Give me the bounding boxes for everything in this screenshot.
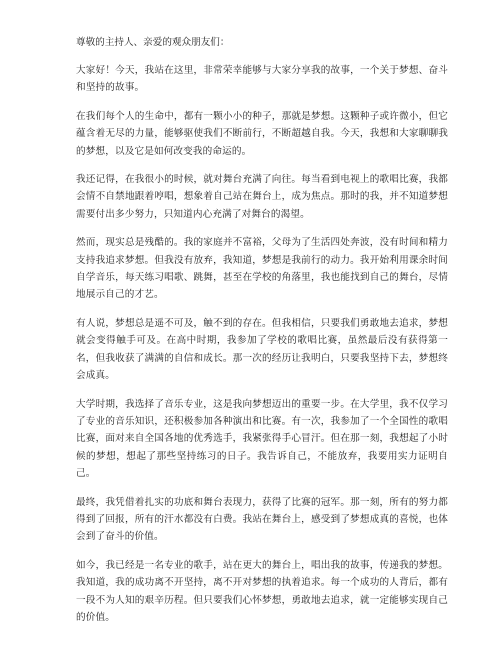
paragraph-2: 在我们每个人的生命中，都有一颗小小的种子，那就是梦想。这颗种子或许微小，但它蕴含着无尽的力量，能够驱使我们不断前行，不断超越自我。今天，我想和大家聊聊我的梦想，以及它是如何改变我的命运的。: [76, 110, 448, 157]
paragraph-1: 大家好！今天，我站在这里，非常荣幸能够与大家分享我的故事，一个关于梦想、奋斗和坚持的故事。: [76, 65, 448, 94]
greeting-line: 尊敬的主持人、亲爱的观众朋友们：: [76, 37, 230, 48]
paragraph-5: 有人说，梦想总是遥不可及，触不到的存在。但我相信，只要我们勇敢地去追求，梦想就会变得触手可及。在高中时期，我参加了学校的歌唱比赛，虽然最后没有获得第一名，但我收获了满满的自信和成长。那一次的经历让我明白，只要我坚持下去，梦想终会成真。: [76, 317, 448, 382]
paragraph-7: 最终，我凭借着扎实的功底和舞台表现力，获得了比赛的冠军。那一刻，所有的努力都得到了回报，所有的汗水都没有白费。我站在舞台上，感受到了梦想成真的喜悦，也体会到了奋斗的价值。: [76, 496, 448, 543]
paragraph-4: 然而，现实总是残酷的。我的家庭并不富裕，父母为了生活四处奔波，没有时间和精力支持我追求梦想。但我没有放弃，我知道，梦想是我前行的动力。我开始利用课余时间自学音乐，每天练习唱歌、跳舞，甚至在学校的角落里，我也能找到自己的舞台，尽情地展示自己的才艺。: [76, 237, 448, 301]
paragraph-6: 大学时期，我选择了音乐专业，这是我向梦想迈出的重要一步。在大学里，我不仅学习了专业的音乐知识，还积极参加各种演出和比赛。有一次，我参加了一个全国性的歌唱比赛，面对来自全国各地的优秀选手，我紧张得手心冒汗。但在那一刻，我想起了小时候的梦想，想起了那些坚持练习的日子。我告诉自己，不能放弃，我要用实力证明自己。: [76, 398, 448, 480]
paragraph-3: 我还记得，在我很小的时候，就对舞台充满了向往。每当看到电视上的歌唱比赛，我都会情不自禁地跟着哼唱，想象着自己站在舞台上，成为焦点。那时的我，并不知道梦想需要付出多少努力，只知道内心充满了对舞台的渴望。: [76, 174, 448, 220]
paragraph-8: 如今，我已经是一名专业的歌手，站在更大的舞台上，唱出我的故事，传递我的梦想。我知道，我的成功离不开坚持，离不开对梦想的执着追求。每一个成功的人背后，都有一段不为人知的艰辛历程。但只要我们心怀梦想，勇敢地去追求，就一定能够实现自己的价值。: [76, 559, 448, 623]
